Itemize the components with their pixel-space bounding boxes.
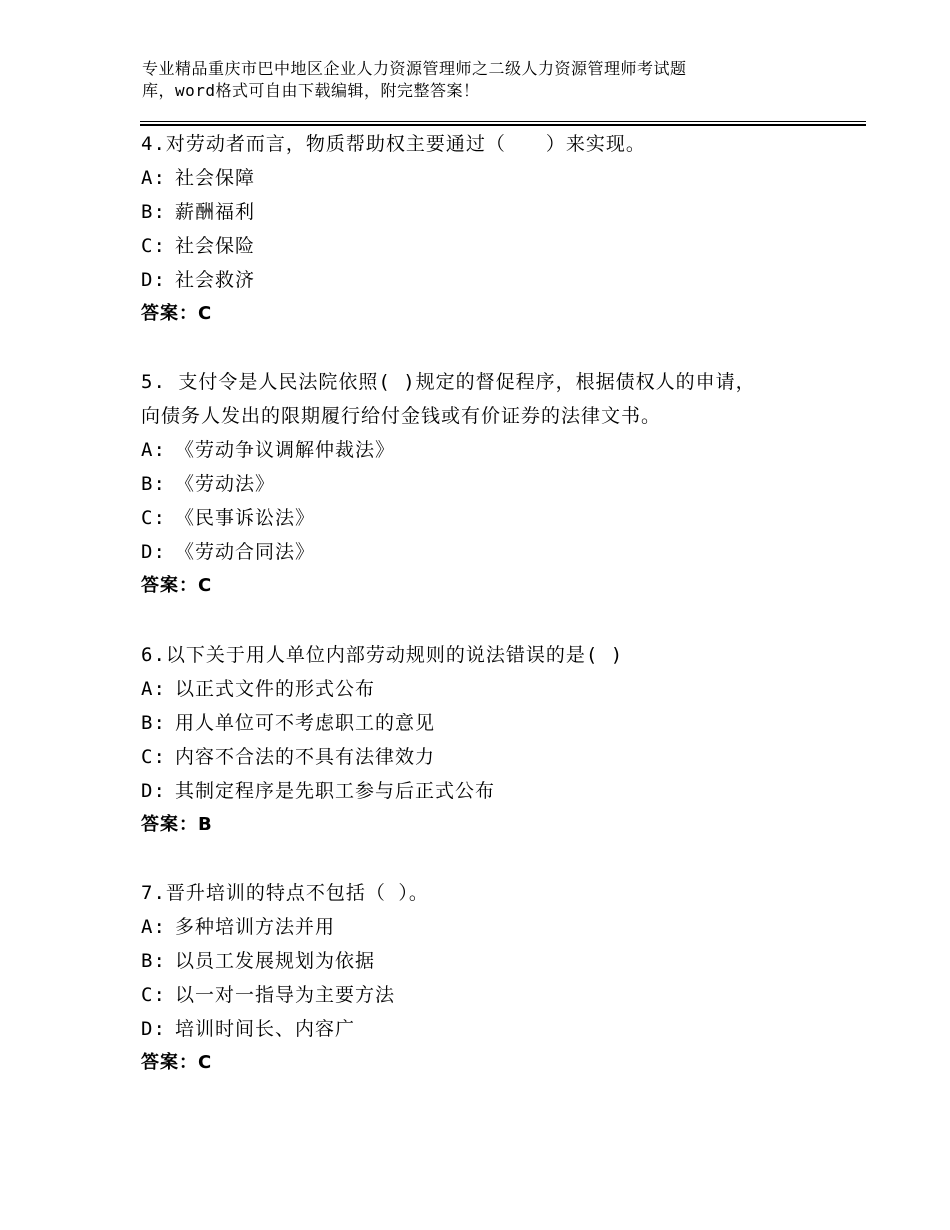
question-4 (141, 127, 831, 331)
header-line-1: 专业精品重庆市巴中地区企业人力资源管理师之二级人力资源管理师考试题 (142, 59, 687, 78)
question-5 (141, 365, 831, 603)
option-a (141, 910, 831, 944)
option-b (141, 467, 831, 501)
option-letter: B: (141, 950, 166, 972)
option-c (141, 740, 831, 774)
option-b (141, 706, 831, 740)
question-stem-continued: 向债务人发出的限期履行给付金钱或有价证券的法律文书。 (141, 405, 662, 427)
option-text: 多种培训方法并用 (175, 916, 336, 938)
option-text: 培训时间长、内容广 (175, 1018, 356, 1040)
option-text: 以一对一指导为主要方法 (175, 984, 396, 1006)
option-c (141, 501, 831, 535)
option-letter: D: (141, 1018, 166, 1040)
option-letter: B: (141, 712, 166, 734)
option-a (141, 433, 831, 467)
option-c (141, 229, 831, 263)
option-letter: A: (141, 167, 166, 189)
question-stem: 7.晋升培训的特点不包括（ ）。 (141, 882, 429, 904)
option-b (141, 944, 831, 978)
option-text: 《劳动法》 (175, 473, 276, 495)
option-letter: D: (141, 269, 166, 291)
option-text: 社会保障 (175, 167, 256, 189)
question-stem: 4.对劳动者而言，物质帮助权主要通过（ ）来实现。 (141, 133, 646, 155)
option-letter: C: (141, 507, 166, 529)
option-letter: B: (141, 201, 166, 223)
option-letter: C: (141, 746, 166, 768)
option-text: 《劳动合同法》 (175, 541, 316, 563)
option-text: 《民事诉讼法》 (175, 507, 316, 529)
option-letter: D: (141, 541, 166, 563)
document-header (142, 58, 842, 102)
option-d (141, 263, 831, 297)
question-7 (141, 876, 831, 1080)
option-letter: A: (141, 678, 166, 700)
option-text: 以正式文件的形式公布 (175, 678, 376, 700)
option-text: 用人单位可不考虑职工的意见 (175, 712, 436, 734)
header-rule-thin (140, 121, 866, 122)
option-d (141, 1012, 831, 1046)
answer-line: 答案：B (141, 814, 213, 835)
option-letter: A: (141, 916, 166, 938)
option-letter: D: (141, 780, 166, 802)
option-a (141, 161, 831, 195)
option-text: 社会保险 (175, 235, 256, 257)
option-letter: C: (141, 235, 166, 257)
option-d (141, 535, 831, 569)
header-rule-thick (140, 124, 866, 126)
option-b (141, 195, 831, 229)
question-stem: 5. 支付令是人民法院依照( )规定的督促程序，根据债权人的申请， (141, 371, 756, 393)
header-line-2: 库，word格式可自由下载编辑，附完整答案！ (142, 81, 480, 100)
option-text: 以员工发展规划为依据 (175, 950, 376, 972)
option-c (141, 978, 831, 1012)
answer-line: 答案：C (141, 1052, 213, 1073)
answer-line: 答案：C (141, 575, 213, 596)
option-text: 薪酬福利 (175, 201, 256, 223)
question-stem: 6.以下关于用人单位内部劳动规则的说法错误的是( ) (141, 644, 624, 666)
option-text: 社会救济 (175, 269, 256, 291)
question-6 (141, 638, 831, 842)
option-text: 内容不合法的不具有法律效力 (175, 746, 436, 768)
option-letter: C: (141, 984, 166, 1006)
option-letter: A: (141, 439, 166, 461)
option-text: 《劳动争议调解仲裁法》 (175, 439, 396, 461)
option-a (141, 672, 831, 706)
option-letter: B: (141, 473, 166, 495)
option-text: 其制定程序是先职工参与后正式公布 (175, 780, 496, 802)
answer-line: 答案：C (141, 303, 213, 324)
option-d (141, 774, 831, 808)
